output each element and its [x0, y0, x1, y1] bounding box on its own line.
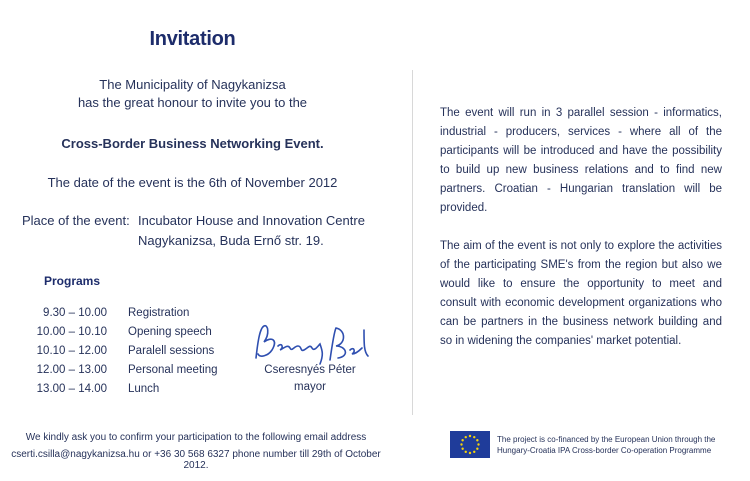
event-name: Cross-Border Business Networking Event.	[61, 136, 324, 151]
program-label: Paralell sessions	[128, 345, 215, 357]
program-row	[0, 345, 260, 363]
column-divider	[412, 70, 413, 415]
eu-note-line-2: Hungary-Croatia IPA Cross-border Co-operation Programme	[497, 446, 712, 455]
eu-flag-icon	[450, 431, 490, 458]
programs-heading: Programs	[44, 274, 101, 288]
program-time: 13.00 – 14.00	[36, 383, 107, 395]
program-time: 10.10 – 12.00	[36, 345, 107, 357]
program-row	[0, 383, 260, 401]
aim-paragraph: The aim of the event is not only to explore the activities of the participating SME's from the region but also we would like to ensure the opportunity to meet and consult with economic development organizations who can be partners in the business network building and so in widening the companies' market potential.	[440, 240, 722, 347]
program-row	[0, 307, 260, 325]
intro-line-1: The Municipality of Nagykanizsa	[99, 77, 286, 92]
program-row	[0, 364, 260, 382]
sessions-paragraph: The event will run in 3 parallel session - informatics, industrial - producers, services - where all of the participants will be introduced and have the possibility to build up new business relations and to find new partners. Croatian - Hungarian translation will be provided.	[440, 107, 722, 214]
program-row	[0, 326, 260, 344]
invitation-right-column	[440, 104, 722, 370]
confirm-note-line-2: cserti.csilla@nagykanizsa.hu or +36 30 568 6327 phone number till 29th of October 2012.	[11, 449, 381, 471]
program-time: 12.00 – 13.00	[36, 364, 107, 376]
program-time: 10.00 – 10.10	[36, 326, 107, 338]
program-label: Personal meeting	[128, 364, 218, 376]
mayor-name: Cseresnyés Péter	[264, 364, 356, 376]
intro-line-2: has the great honour to invite you to the	[77, 95, 308, 110]
invitation-title: Invitation	[149, 28, 236, 50]
mayor-signature	[250, 320, 375, 370]
place-label: Place of the event:	[22, 213, 130, 228]
program-label: Lunch	[128, 383, 160, 395]
program-time: 9.30 – 10.00	[43, 307, 107, 319]
event-date: The date of the event is the 6th of November 2012	[47, 175, 338, 190]
eu-note-line-1: The project is co-financed by the European Union through the	[497, 435, 716, 444]
program-label: Opening speech	[128, 326, 212, 338]
place-line-2: Nagykanizsa, Buda Ernő str. 19.	[138, 233, 324, 248]
eu-cofinancing-note	[497, 434, 747, 456]
program-label: Registration	[128, 307, 190, 319]
mayor-title: mayor	[294, 381, 326, 393]
confirm-note-line-1: We kindly ask you to confirm your participation to the following email address	[25, 432, 367, 443]
place-line-1: Incubator House and Innovation Centre	[138, 213, 365, 228]
